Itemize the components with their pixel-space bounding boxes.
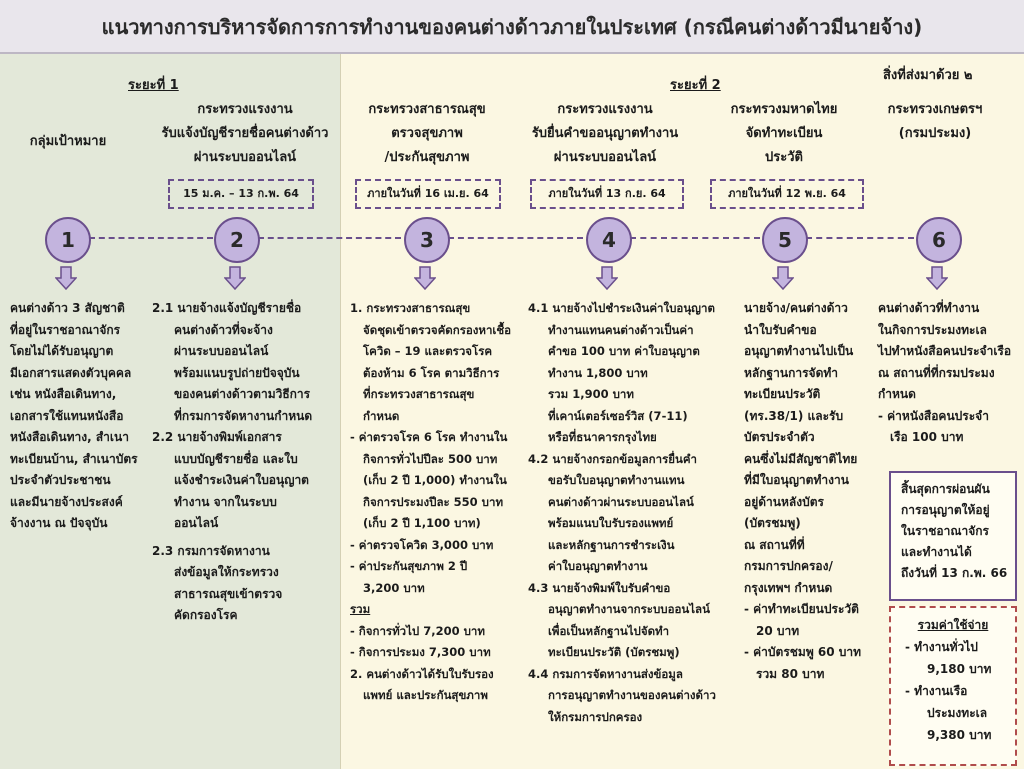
- text-line: ทำงานแทนคนต่างด้าวเป็นค่า: [548, 322, 694, 337]
- text-line: หลักฐานการจัดทำ: [744, 365, 839, 380]
- step3-text: [350, 298, 522, 707]
- step3-date-box: ภายในวันที่ 16 เม.ย. 64: [355, 179, 501, 209]
- text-line: ส่งข้อมูลให้กระทรวง: [174, 565, 279, 579]
- step1-down-arrow-icon: [55, 266, 77, 290]
- text-line: - ทำงานทั่วไป: [905, 640, 978, 654]
- text-line: 20 บาท: [756, 623, 800, 638]
- text-line: - ค่าทำทะเบียนประวัติ: [744, 602, 859, 616]
- connector-1-2: [89, 237, 213, 239]
- text-line: โดยไม่ได้รับอนุญาต: [10, 344, 114, 358]
- text-line: และทำงานได้: [901, 545, 972, 559]
- text-line: แจ้งชำระเงินค่าใบอนุญาต: [174, 473, 309, 487]
- text-line: (เก็บ 2 ปี 1,000) ทำงานใน: [363, 473, 507, 487]
- text-line: อยู่ด้านหลังบัตร: [744, 494, 824, 509]
- step3-header-line: /ประกันสุขภาพ: [384, 150, 470, 165]
- text-line: สาธารณสุขเข้าตรวจ: [174, 586, 283, 601]
- text-line: นำใบรับคำขอ: [744, 322, 817, 337]
- step4-text: [528, 298, 728, 728]
- step2-header: [150, 98, 340, 170]
- text-line: ที่กระทรวงสาธารณสุข: [363, 387, 475, 401]
- text-line: ไปทำหนังสือคนประจำเรือ: [878, 344, 1012, 358]
- text-line: ในกิจการประมงทะเล: [878, 322, 987, 337]
- text-line: - ค่าประกันสุขภาพ 2 ปี: [350, 559, 468, 573]
- text-line: 4.3 นายจ้างพิมพ์ใบรับคำขอ: [528, 580, 671, 595]
- text-line: คนซึ่งไม่มีสัญชาติไทย: [744, 451, 858, 466]
- step3-header: [352, 98, 502, 170]
- enclosure-note: สิ่งที่ส่งมาด้วย ๒: [883, 68, 973, 83]
- text-line: ทำงาน 1,800 บาท: [548, 365, 648, 380]
- step4-header: [520, 98, 690, 170]
- step6-header-line: (กรมประมง): [898, 126, 972, 141]
- step3-circle: 3: [404, 217, 450, 263]
- text-line: - กิจการทั่วไป 7,200 บาท: [350, 623, 485, 638]
- step5-date-box: ภายในวันที่ 12 พ.ย. 64: [710, 179, 864, 209]
- text-line: คนต่างด้าวผ่านระบบออนไลน์: [548, 494, 694, 509]
- text-line: ให้กรมการปกครอง: [548, 709, 643, 724]
- text-line: (เก็บ 2 ปี 1,100 บาท): [363, 516, 481, 530]
- text-line: พร้อมแนบรูปถ่ายปัจจุบัน: [174, 365, 300, 380]
- text-line: ทะเบียนบ้าน, สำเนาบัตร: [10, 451, 138, 466]
- text-line: กำหนด: [363, 408, 400, 423]
- text-line: ณ สถานที่ที่: [744, 537, 805, 552]
- text-line: 3,200 บาท: [363, 580, 425, 595]
- text-line: ที่อยู่ในราชอาณาจักร: [10, 322, 121, 337]
- step4-date-box: ภายในวันที่ 13 ก.ย. 64: [530, 179, 684, 209]
- text-line: ประมงทะเล: [927, 706, 988, 720]
- text-line: คนต่างด้าวที่ทำงาน: [878, 301, 980, 315]
- text-line: ทำงาน จากในระบบ: [174, 494, 277, 509]
- cost-box-title: รวมค่าใช้จ่าย: [917, 618, 989, 632]
- step5-text: [744, 298, 879, 685]
- step5-down-arrow-icon: [772, 266, 794, 290]
- text-line: ของคนต่างด้าวตามวิธีการ: [174, 387, 311, 401]
- text-line: คำขอ 100 บาท ค่าใบอนุญาต: [548, 344, 700, 358]
- text-line: และหลักฐานการชำระเงิน: [548, 537, 675, 552]
- step5-header-line: จัดทำทะเบียน: [745, 126, 823, 141]
- text-line: ถึงวันที่ 13 ก.พ. 66: [901, 566, 1008, 580]
- page-title: แนวทางการบริหารจัดการการทำงานของคนต่างด้าวภายในประเทศ (กรณีคนต่างด้าวมีนายจ้าง): [101, 15, 923, 39]
- text-line: แพทย์ และประกันสุขภาพ: [363, 688, 488, 702]
- step1-circle: 1: [45, 217, 91, 263]
- step3-header-line: กระทรวงสาธารณสุข: [368, 102, 486, 117]
- text-line: 9,380 บาท: [927, 728, 992, 742]
- text-line: การอนุญาตให้อยู่: [901, 503, 990, 517]
- step5-header: [714, 98, 854, 170]
- text-line: รวม 80 บาท: [756, 666, 825, 681]
- text-line: ในราชอาณาจักร: [901, 524, 989, 538]
- text-line: ผ่านระบบออนไลน์: [174, 344, 269, 358]
- step5-circle: 5: [762, 217, 808, 263]
- step6-down-arrow-icon: [926, 266, 948, 290]
- step3-header-line: ตรวจสุขภาพ: [391, 126, 463, 141]
- step1-text: [10, 298, 145, 535]
- target-group-header: กลุ่มเป้าหมาย: [29, 134, 107, 149]
- step4-header-line: ผ่านระบบออนไลน์: [553, 150, 657, 165]
- step2-date-box: 15 ม.ค. – 13 ก.พ. 64: [168, 179, 314, 209]
- step4-header-line: รับยื่นคำขออนุญาตทำงาน: [531, 126, 679, 141]
- text-line: 2.3 กรมการจัดหางาน: [152, 543, 270, 558]
- text-line: 2. คนต่างด้าวได้รับใบรับรอง: [350, 666, 494, 681]
- text-line: เช่น หนังสือเดินทาง,: [10, 387, 117, 401]
- title-bar: [0, 0, 1024, 54]
- text-line: 9,180 บาท: [927, 662, 992, 676]
- text-line: เอกสารใช้แทนหนังสือ: [10, 408, 124, 423]
- text-line: ทะเบียนประวัติ (บัตรชมพู): [548, 645, 680, 659]
- text-line: สิ้นสุดการผ่อนผัน: [901, 482, 990, 496]
- step2-text: [152, 298, 337, 627]
- text-line: - ค่าตรวจโควิด 3,000 บาท: [350, 537, 494, 552]
- text-line: ออนไลน์: [174, 516, 219, 530]
- text-line: รวม 1,900 บาท: [548, 387, 634, 401]
- step4-circle: 4: [586, 217, 632, 263]
- connector-3-4: [448, 237, 583, 239]
- step6-circle: 6: [916, 217, 962, 263]
- text-line: กรมการปกครอง/: [744, 559, 833, 573]
- text-line: ขอรับใบอนุญาตทำงานแทน: [548, 473, 685, 487]
- text-line: 4.1 นายจ้างไปชำระเงินค่าใบอนุญาต: [528, 301, 715, 315]
- text-line: กำหนด: [878, 387, 916, 401]
- text-line: (บัตรชมพู): [744, 516, 801, 530]
- text-line: จัดชุดเข้าตรวจคัดกรองหาเชื้อ: [363, 322, 512, 337]
- text-line: โควิด – 19 และตรวจโรค: [363, 344, 493, 358]
- step6-text: [878, 298, 1018, 449]
- text-line: อนุญาตทำงานจากระบบออนไลน์: [548, 602, 710, 616]
- text-line: 2.2 นายจ้างพิมพ์เอกสาร: [152, 430, 282, 444]
- text-line: ประจำตัวประชาชน: [10, 473, 111, 487]
- step2-down-arrow-icon: [224, 266, 246, 290]
- text-line: กิจการทั่วไปปีละ 500 บาท: [363, 451, 498, 466]
- text-line: ต้องห้าม 6 โรค ตามวิธีการ: [363, 365, 500, 380]
- text-line: 4.2 นายจ้างกรอกข้อมูลการยื่นคำ: [528, 451, 697, 466]
- deadline-box: [889, 471, 1017, 601]
- step5-header-line: กระทรวงมหาดไทย: [730, 102, 838, 117]
- phase2-label: ระยะที่ 2: [670, 78, 721, 93]
- phase-divider: [340, 54, 341, 769]
- text-line: เรือ 100 บาท: [890, 430, 964, 444]
- text-line: พร้อมแนบใบรับรองแพทย์: [548, 516, 674, 530]
- text-line: จ้างงาน ณ ปัจจุบัน: [10, 516, 108, 530]
- text-line: 4.4 กรมการจัดหางานส่งข้อมูล: [528, 666, 683, 681]
- step3-down-arrow-icon: [414, 266, 436, 290]
- text-line: ณ สถานที่ที่กรมประมง: [878, 365, 995, 380]
- text-line: - ทำงานเรือ: [905, 684, 968, 698]
- text-line: คนต่างด้าว 3 สัญชาติ: [10, 301, 125, 315]
- step2-header-line: กระทรวงแรงงาน: [197, 102, 293, 117]
- text-line: - ค่าบัตรชมพู 60 บาท: [744, 645, 862, 659]
- step2-header-line: รับแจ้งบัญชีรายชื่อคนต่างด้าว: [161, 126, 329, 141]
- text-line: มีเอกสารแสดงตัวบุคคล: [10, 365, 132, 380]
- text-line: คนต่างด้าวที่จะจ้าง: [174, 322, 273, 337]
- phase1-label: ระยะที่ 1: [128, 78, 179, 93]
- text-line: และมีนายจ้างประสงค์: [10, 494, 123, 509]
- connector-4-5: [630, 237, 760, 239]
- text-line: หรือที่ธนาคารกรุงไทย: [548, 430, 657, 444]
- step6-header-line: กระทรวงเกษตรฯ: [887, 102, 983, 117]
- step2-header-line: ผ่านระบบออนไลน์: [193, 150, 297, 165]
- text-line: ที่กรมการจัดหางานกำหนด: [174, 408, 313, 423]
- text-line: อนุญาตทำงานไปเป็น: [744, 344, 854, 358]
- step4-header-line: กระทรวงแรงงาน: [557, 102, 653, 117]
- connector-5-6: [806, 237, 914, 239]
- text-line: หนังสือเดินทาง, สำเนา: [10, 430, 129, 444]
- text-line: 1. กระทรวงสาธารณสุข: [350, 301, 471, 315]
- text-line: ค่าใบอนุญาตทำงาน: [548, 559, 648, 573]
- text-line: - ค่าตรวจโรค 6 โรค ทำงานใน: [350, 430, 508, 444]
- text-line: 2.1 นายจ้างแจ้งบัญชีรายชื่อ: [152, 301, 302, 315]
- step6-header: [870, 98, 1000, 146]
- text-line: - กิจการประมง 7,300 บาท: [350, 645, 491, 659]
- text-line: การอนุญาตทำงานของคนต่างด้าว: [548, 688, 716, 702]
- text-line: เพื่อเป็นหลักฐานไปจัดทำ: [548, 623, 670, 638]
- text-line: ที่มีใบอนุญาตทำงาน: [744, 473, 849, 487]
- connector-2-3: [258, 237, 401, 239]
- text-line: นายจ้าง/คนต่างด้าว: [744, 301, 848, 315]
- text-line: กรุงเทพฯ กำหนด: [744, 580, 833, 595]
- step5-header-line: ประวัติ: [765, 150, 803, 165]
- text-line: คัดกรองโรค: [174, 608, 238, 622]
- text-line: ที่เคาน์เตอร์เซอร์วิส (7-11): [548, 408, 688, 423]
- text-line: บัตรประจำตัว: [744, 430, 815, 444]
- text-line: รวม: [350, 602, 371, 616]
- total-cost-box: [889, 606, 1017, 766]
- text-line: กิจการประมงปีละ 550 บาท: [363, 494, 504, 509]
- text-line: แบบบัญชีรายชื่อ และใบ: [174, 451, 298, 466]
- step2-circle: 2: [214, 217, 260, 263]
- text-line: (ทร.38/1) และรับ: [744, 408, 844, 423]
- step4-down-arrow-icon: [596, 266, 618, 290]
- text-line: - ค่าหนังสือคนประจำ: [878, 408, 989, 423]
- text-line: ทะเบียนประวัติ: [744, 387, 821, 401]
